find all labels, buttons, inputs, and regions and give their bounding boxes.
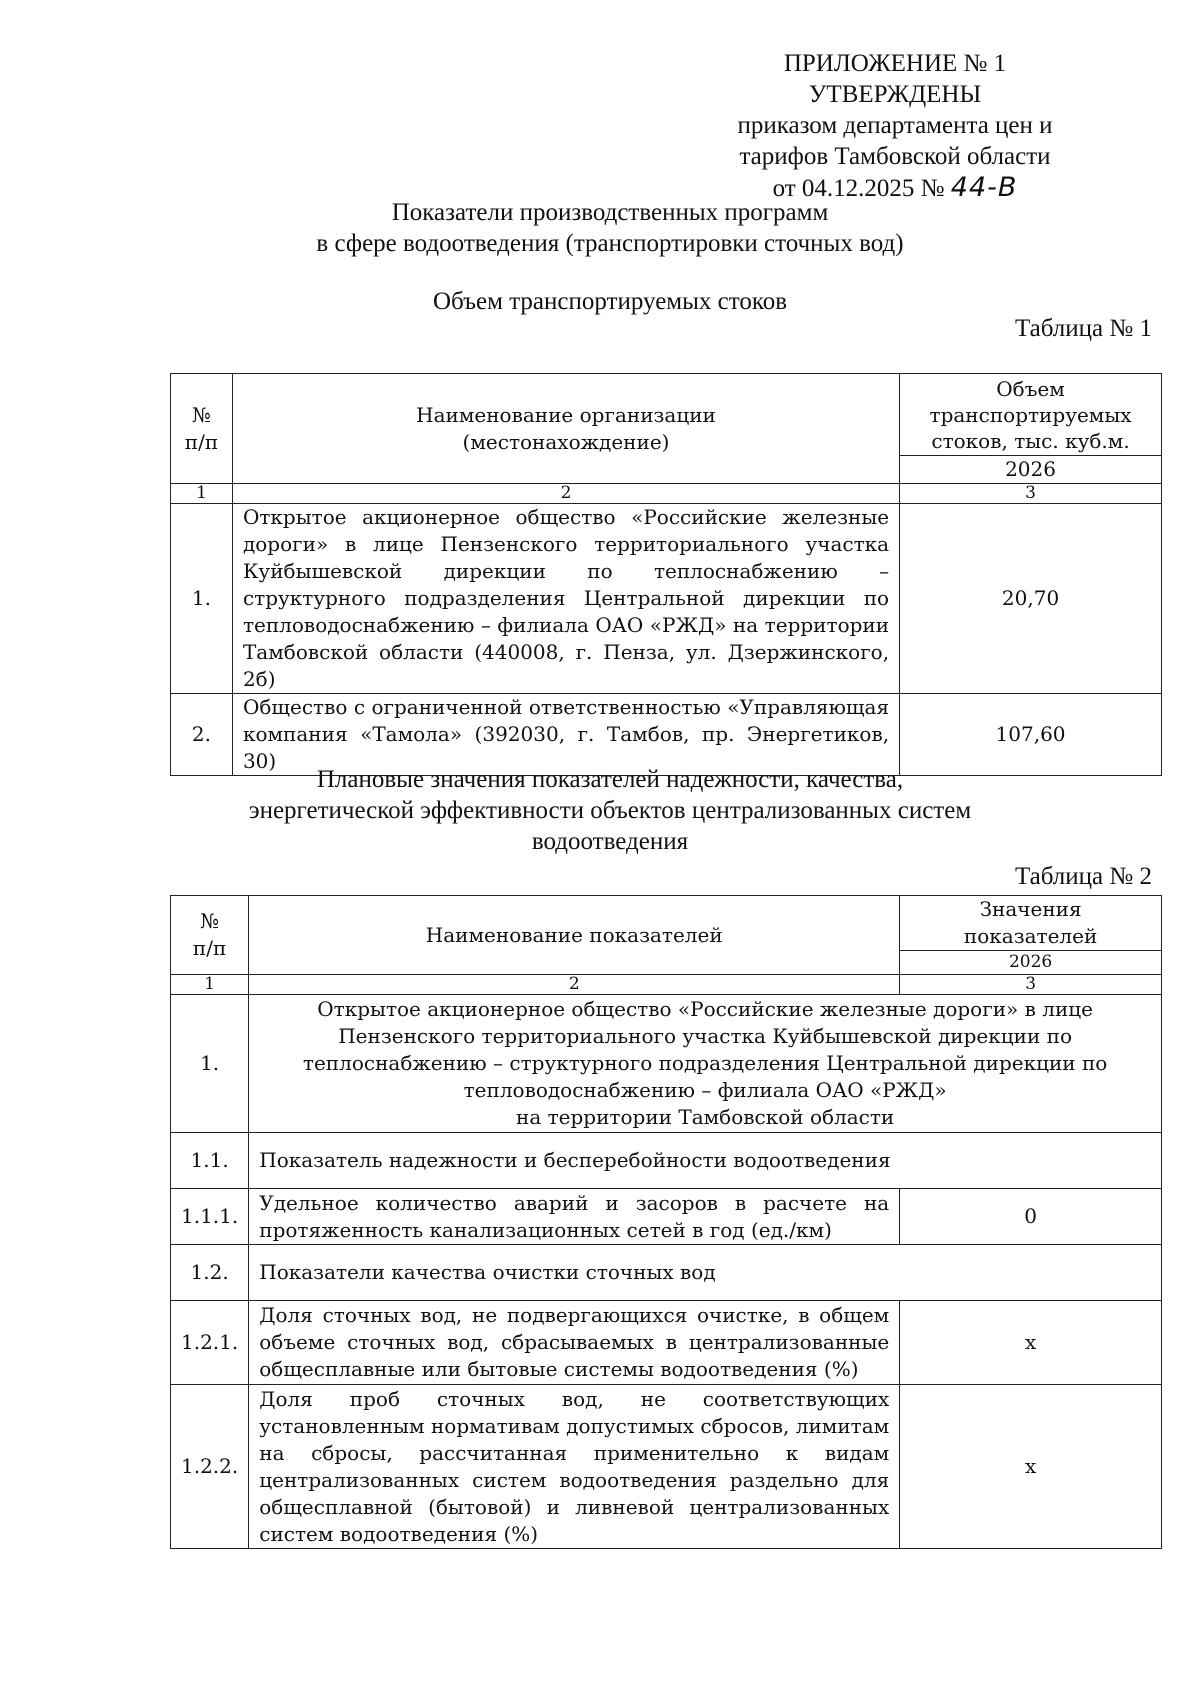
t2-colnum-3: 3	[900, 975, 1162, 995]
t2-r121-name: Доля сточных вод, не подвергающихся очистке, в общем объеме сточных вод, сбрасываемых в централизованные общесплавные или бытовые системы водоотведения (%)	[249, 1301, 900, 1385]
t2-head-values: Значения показателей	[900, 896, 1162, 951]
appendix-number: ПРИЛОЖЕНИЕ № 1	[783, 50, 1007, 77]
document-title-line-2: в сфере водоотведения (транспортировки сточных вод)	[316, 230, 904, 257]
t2-org-no: 1.	[171, 995, 249, 1133]
table-row	[171, 1189, 1162, 1245]
t2-r111-value: 0	[900, 1189, 1162, 1245]
table-row	[171, 1301, 1162, 1385]
table-row	[171, 1245, 1162, 1301]
t2-r122-value: х	[900, 1385, 1162, 1549]
table-transport-volume	[170, 373, 1162, 776]
table-indicators	[170, 895, 1162, 1549]
order-line-2: тарифов Тамбовской области	[739, 143, 1051, 170]
t2-r111-name: Удельное количество аварий и засоров в расчете на протяженность канализационных сетей в год (ед./км)	[249, 1189, 900, 1245]
t1-row1-no: 1.	[171, 504, 233, 694]
t1-colnum-3: 3	[900, 484, 1162, 504]
t1-colnum-1: 1	[171, 484, 233, 504]
table2-caption: Плановые значения показателей надежности, качества, энергетической эффективности объектов централизованных систем водоотведения	[248, 766, 972, 855]
t1-head-name: Наименование организации (местонахождение)	[232, 374, 899, 484]
table-row	[171, 504, 1162, 694]
t2-org-name: Открытое акционерное общество «Российские железные дороги» в лице Пензенского территориального участка Куйбышевской дирекции по теплоснабжению – структурного подразделения Центральной дирекции по тепловодоснабжению – филиала ОАО «РЖД» на территории Тамбовской области	[249, 995, 1162, 1133]
t2-head-year: 2026	[900, 951, 1162, 975]
t1-row2-value: 107,60	[900, 694, 1162, 776]
t1-row1-name: Открытое акционерное общество «Российские железные дороги» в лице Пензенского территориального участка Куйбышевской дирекции по теплоснабжению – структурного подразделения Центральной дирекции по тепловодоснабжению – филиала ОАО «РЖД» на территории Тамбовской области (440008, г. Пенза, ул. Дзержинского, 2б)	[232, 504, 899, 694]
table-row	[171, 995, 1162, 1133]
approval-header	[660, 48, 1130, 204]
t2-head-name: Наименование показателей	[249, 896, 900, 975]
t1-colnum-2: 2	[232, 484, 899, 504]
document-title-line-1: Показатели производственных программ	[391, 199, 829, 226]
t2-colnum-2: 2	[249, 975, 900, 995]
table-row	[171, 1133, 1162, 1189]
approved-label: УТВЕРЖДЕНЫ	[808, 81, 982, 108]
t1-row2-name: Общество с ограниченной ответственностью «Управляющая компания «Тамола» (392030, г. Тамбов, пр. Энергетиков, 30)	[232, 694, 899, 776]
order-date: от 04.12.2025 №	[772, 175, 945, 202]
t2-colnum-1: 1	[171, 975, 249, 995]
order-number-handwritten: 44-В	[950, 172, 1018, 203]
t1-row2-no: 2.	[171, 694, 233, 776]
t2-s11-name: Показатель надежности и бесперебойности водоотведения	[249, 1133, 1162, 1189]
table1-caption: Объем транспортируемых стоков	[432, 288, 788, 315]
t2-r121-value: х	[900, 1301, 1162, 1385]
t2-s12-no: 1.2.	[171, 1245, 249, 1301]
t1-head-year: 2026	[900, 456, 1162, 484]
t2-s12-name: Показатели качества очистки сточных вод	[249, 1245, 1162, 1301]
t1-head-no: № п/п	[171, 374, 233, 484]
t1-row1-value: 20,70	[900, 504, 1162, 694]
t2-r122-no: 1.2.2.	[171, 1385, 249, 1549]
t2-r111-no: 1.1.1.	[171, 1189, 249, 1245]
table1-label: Таблица № 1	[1014, 315, 1152, 342]
document-title	[200, 197, 1020, 259]
table2-label: Таблица № 2	[1014, 863, 1152, 890]
t2-s11-no: 1.1.	[171, 1133, 249, 1189]
order-line-1: приказом департамента цен и	[737, 112, 1053, 139]
t2-head-no: № п/п	[171, 896, 249, 975]
table-row	[171, 1385, 1162, 1549]
t1-head-volume: Объем транспортируемых стоков, тыс. куб.м.	[900, 374, 1162, 456]
t2-r122-name: Доля проб сточных вод, не соответствующих установленным нормативам допустимых сбросов, лимитам на сбросы, рассчитанная применительно к видам централизованных систем водоотведения раздельно для общесплавной (бытовой) и ливневой централизованных систем водоотведения (%)	[249, 1385, 900, 1549]
t2-r121-no: 1.2.1.	[171, 1301, 249, 1385]
